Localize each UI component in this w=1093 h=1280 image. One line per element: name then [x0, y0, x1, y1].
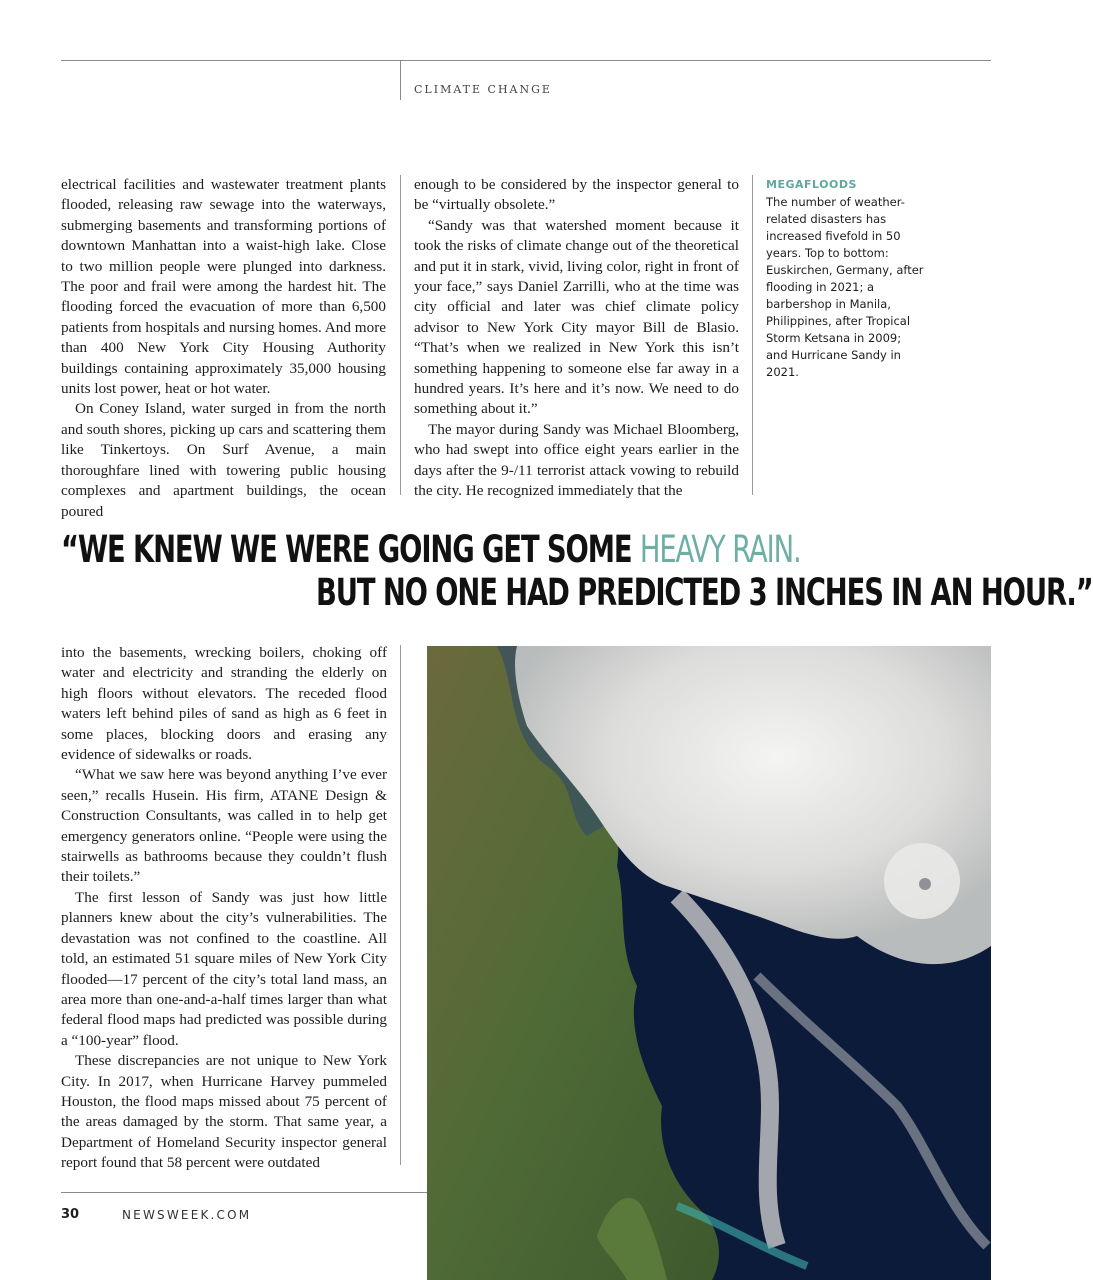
paragraph: into the basements, wrecking boilers, choking off water and electricity and stranding the elderly on high floors without elevators. The receded flood waters left behind piles of sand as high as 6 feet in some places, blocking doors and erasing any evidence of sidewalks or roads.: [61, 644, 387, 764]
article-column-2: [414, 175, 739, 502]
page-number: 30: [61, 1207, 80, 1222]
satellite-image: [427, 646, 991, 1280]
paragraph: electrical facilities and wastewater treatment plants flooded, releasing raw sewage into the waterways, submerging basements and transforming portions of downtown Manhattan into a waist-high lake. Close to two million people were plunged into darkness. The poor and frail were among the hardest hit. The flooding forced the evacuation of more than 6,500 patients from hospitals and nursing homes. And more than 400 New York City Housing Authority buildings containing approximately 35,000 housing units lost power, heat or hot water.: [61, 176, 386, 398]
pull-quote-line-2: BUT NO ONE HAD PREDICTED 3 INCHES IN AN HOUR.”: [316, 571, 1093, 614]
section-label: CLIMATE CHANGE: [414, 83, 552, 96]
column-divider: [400, 175, 401, 495]
paragraph: These discrepancies are not unique to New York City. In 2017, when Hurricane Harvey pummeled Houston, the flood maps missed about 75 percent of the areas damaged by the storm. That same year, a Department of Homeland Security inspector general report found that 58 percent were outdated: [61, 1052, 387, 1172]
sidebar-title: MEGAFLOODS: [766, 178, 857, 191]
column-divider: [752, 175, 753, 495]
header-divider: [400, 60, 401, 100]
storm-eye: [919, 878, 931, 890]
pull-quote-line-1: [61, 528, 801, 571]
paragraph: The first lesson of Sandy was just how little planners knew about the city’s vulnerabilities. The devastation was not confined to the coastline. All told, an estimated 51 square miles of New York City flooded—17 percent of the city’s total land mass, an area more than one-and-a-half times larger than what federal flood maps had predicted was possible during a “100-year” flood.: [61, 888, 387, 1049]
article-column-1: [61, 175, 386, 522]
hurricane-satellite-photo: [427, 646, 991, 1280]
paragraph: On Coney Island, water surged in from the north and south shores, picking up cars and scattering them like Tinkertoys. On Surf Avenue, a main thoroughfare lined with towering public housing complexes and apartment buildings, the ocean poured: [61, 400, 386, 520]
paragraph: “Sandy was that watershed moment because it took the risks of climate change out of the theoretical and put it in stark, vivid, living color, right in front of your face,” says Daniel Zarrilli, who at the time was city official and later was chief climate policy advisor to New York City mayor Bill de Blasio. “That’s when we realized in New York this isn’t something happening to someone else far away in a hundred years. It’s here and it’s now. We need to do something about it.”: [414, 216, 739, 418]
article-column-3: [61, 643, 387, 1174]
paragraph: “What we saw here was beyond anything I’ve ever seen,” recalls Husein. His firm, ATANE Design & Construction Consultants, was called in to help get emergency generators online. “People were using the stairwells as bathrooms because they couldn’t flush their toilets.”: [61, 766, 387, 886]
header-rule: [61, 60, 991, 61]
photo-caption: The number of weather-related disasters has increased fivefold in 50 years. Top to bottom: Euskirchen, Germany, after flooding in 2021; a barbershop in Manila, Philippines, after Tropical Storm Ketsana in 2009; and Hurricane Sandy in 2021.: [766, 195, 924, 379]
column-divider: [400, 645, 401, 1165]
paragraph: The mayor during Sandy was Michael Bloomberg, who had swept into office eight years earlier in the days after the 9-/11 terrorist attack vowing to rebuild the city. He recognized immediately that the: [414, 420, 739, 500]
footer-rule: [61, 1192, 427, 1193]
paragraph: enough to be considered by the inspector general to be “virtually obsolete.”: [414, 176, 739, 214]
pull-quote-black: “WE KNEW WE WERE GOING GET SOME: [61, 528, 640, 571]
site-url: NEWSWEEK.COM: [122, 1208, 252, 1222]
pull-quote-accent: HEAVY RAIN.: [639, 528, 801, 571]
